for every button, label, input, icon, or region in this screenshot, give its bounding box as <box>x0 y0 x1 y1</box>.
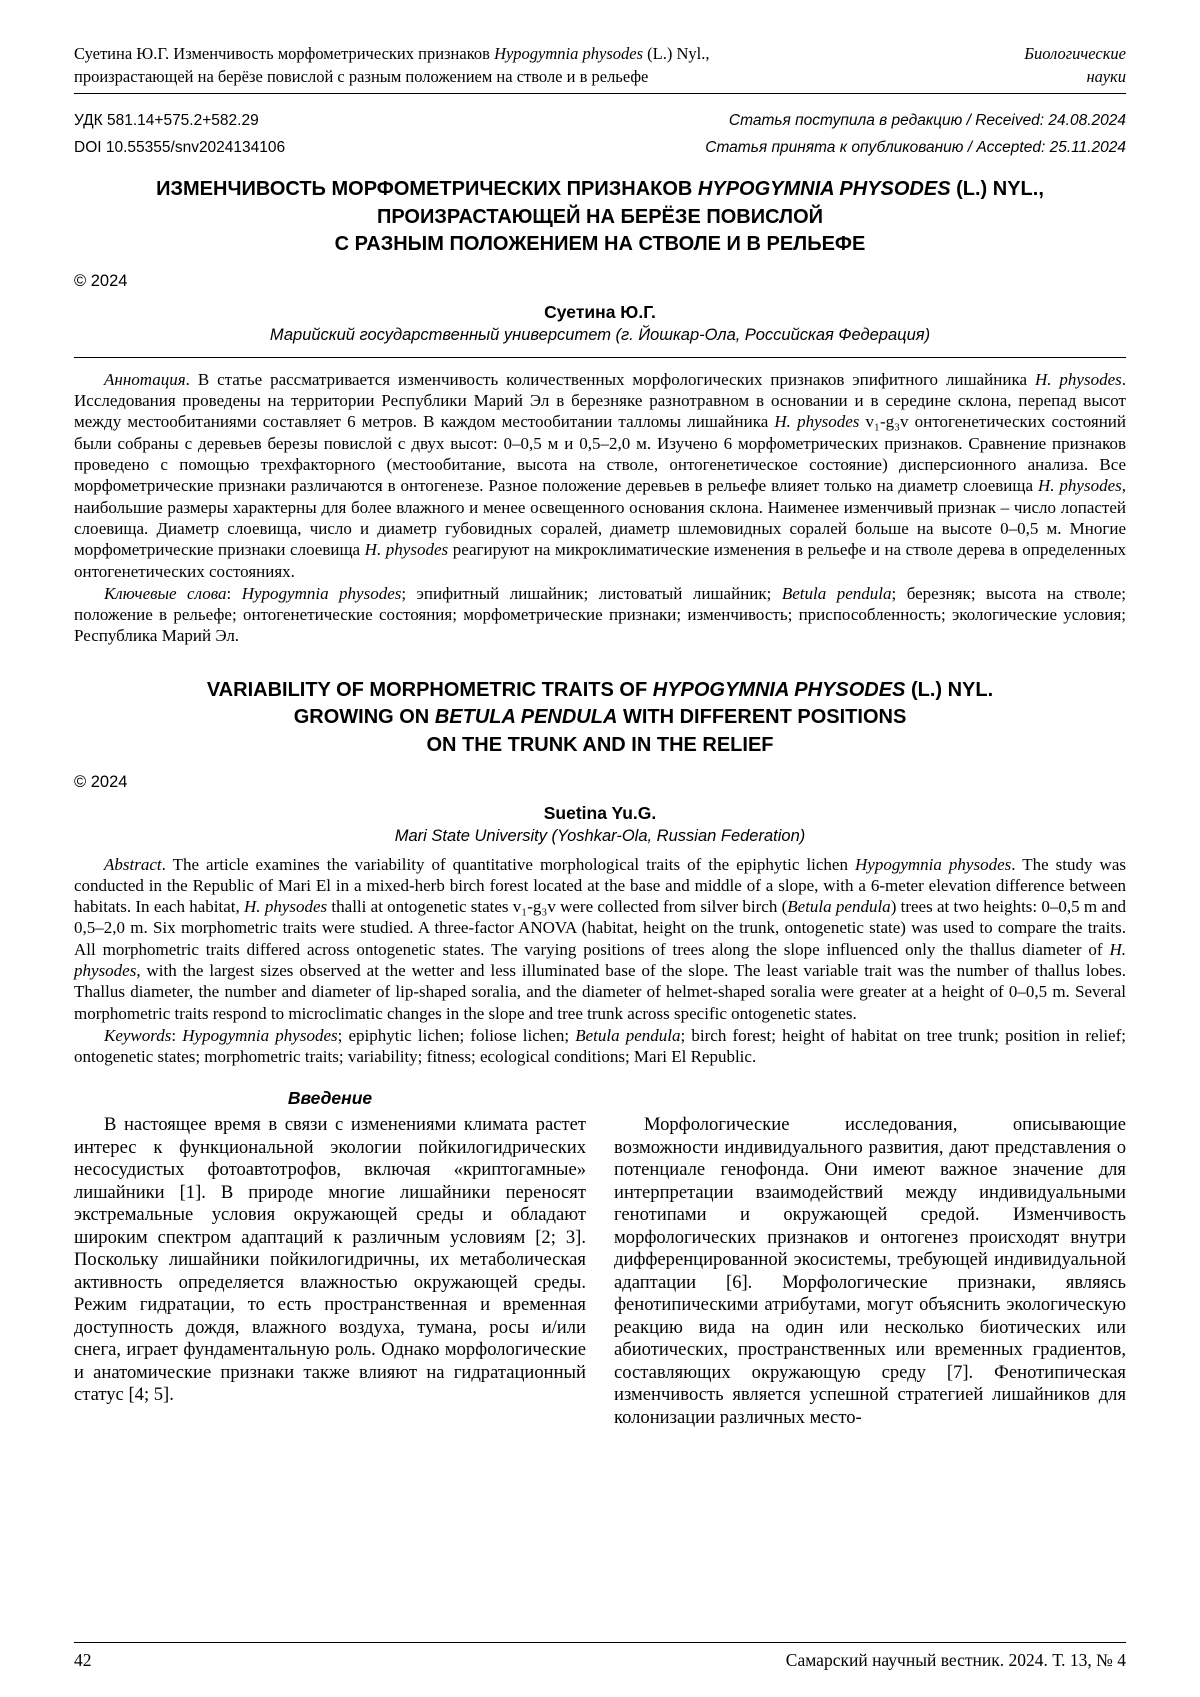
section-label-line1: Биологические <box>1024 44 1126 63</box>
body-column-left <box>74 1087 586 1642</box>
page-footer <box>74 1642 1126 1671</box>
intro-heading: Введение <box>287 1088 373 1109</box>
meta-left <box>74 107 285 161</box>
abstract-en: Abstract. The article examines the variability of quantitative morphological traits of the epiphytic lichen Hypogymnia physodes. The study was conducted in the Republic of Mari El in a mixed-herb birch forest located at the base and middle of a slope, with a 6-meter elevation difference between habitats. In each habitat, H. physodes thalli at ontogenetic states v₁-g₃v were collected from silver birch (Betula pendula) trees at two heights: 0–0,5 m and 0,5–2,0 m. Six morphometric traits were studied. A three-factor ANOVA (habitat, height on the trunk, ontogenetic state) was used to compare the traits. All morphometric traits differed across ontogenetic states. The varying positions of trees along the slope influenced only the thallus diameter of H. physodes, with the largest sizes observed at the wetter and less illuminated base of the slope. The least variable trait was the number of thallus lobes. Thallus diameter, the number and diameter of lip-shaped soralia, and the diameter of helmet-shaped soralia were greater at a height of 0–0,5 m. Several morphometric traits respond to microclimatic changes in the slope and tree trunk across specific ontogenetic states. <box>74 854 1126 1023</box>
keywords-ru: Ключевые слова: Hypogymnia physodes; эпифитный лишайник; листоватый лишайник; Betula pendula; березняк; высота на стволе; положение в рельефе; онтогенетические состояния; морфометрические признаки; изменчивость; приспособленность; экологические условия; Республика Марий Эл. <box>74 583 1127 646</box>
body-column-right <box>614 1087 1126 1642</box>
section-label-line2: науки <box>1086 67 1126 87</box>
running-head-line2: произрастающей на берёзе повислой с разным положением на стволе и в рельефе <box>74 67 649 87</box>
running-head-line1: Суетина Ю.Г. Изменчивость морфометрических признаков Hypogymnia physodes (L.) Nyl., <box>74 44 710 63</box>
annotation-ru: Аннотация. В статье рассматривается изменчивость количественных морфологических признаков эпифитного лишайника H. physodes. Исследования проведены на территории Республики Марий Эл в березняке разнотравном в основании и в середине склона, перепад высот между местообитаниями составляет 6 метров. В каждом местообитании талломы лишайника H. physodes v₁-g₃v онтогенетических состояний были собраны с деревьев березы повислой с двух высот: 0–0,5 м и 0,5–2,0 м. Изучено 6 морфометрических признаков. Сравнение признаков проведено с помощью трехфакторного (местообитание, высота на стволе, онтогенетическое состояние) дисперсионного анализа. Все морфометрические признаки различаются в онтогенезе. Разное положение деревьев в рельефе влияет только на диаметр слоевища H. physodes, наибольшие размеры характерны для более влажного и менее освещенного основания склона. Наименее изменчивый признак – число лопастей слоевища. Диаметр слоевища, число и диаметр губовидных соралей, диаметр шлемовидных соралей больше на высоте 0–0,5 м. Многие морфометрические признаки слоевища H. physodes реагируют на микроклиматические изменения в рельефе и на стволе дерева в определенных онтогенетических состояниях. <box>74 369 1126 581</box>
abstract-rule <box>74 357 1126 358</box>
running-head-right <box>1024 42 1126 89</box>
article-title-ru: ИЗМЕНЧИВОСТЬ МОРФОМЕТРИЧЕСКИХ ПРИЗНАКОВ HYPOGYMNIA PHYSODES (L.) NYL., ПРОИЗРАСТАЮЩЕЙ НА БЕРЁЗЕ ПОВИСЛОЙ С РАЗНЫМ ПОЛОЖЕНИЕМ НА СТВОЛЕ И В РЕЛЬЕФЕ <box>156 178 1044 256</box>
running-head-left <box>74 42 709 89</box>
footer-rule <box>74 1642 1126 1643</box>
running-head <box>74 42 1126 89</box>
footer-row <box>74 1650 1126 1671</box>
received-date: Статья поступила в редакцию / Received: 24.08.2024 <box>728 111 1126 129</box>
intro-paragraph-right: Морфологические исследования, описывающие возможности индивидуального развития, дают представления о потенциале генофонда. Они имеют важное значение для интерпретации взаимодействий между индивидуальными генотипами и окружающей средой. Изменчивость морфологических признаков и онтогенез происходят внутри дифференцированной экосистемы, требующей индивидуальной адаптации [6]. Морфологические признаки, являясь фенотипическими атрибутами, могут объяснить экологическую реакцию вида на один или несколько биотических или абиотических, пространственных или временных градиентов, составляющих окружающую среду [7]. Фенотипическая изменчивость является успешной стратегией лишайников для колонизации различных место- <box>614 1114 1126 1428</box>
author-en: Suetina Yu.G. <box>543 802 657 823</box>
intro-paragraph-left: В настоящее время в связи с изменениями климата растет интерес к функциональной экологии пойкилогидрических несосудистых фотоавтотрофов, включая «криптогамные» лишайники [1]. В природе многие лишайники переносят экстремальные условия окружающей среды и обладают широким спектром адаптаций к различным условиям [2; 3]. Поскольку лишайники пойкилогидричны, их метаболическая активность определяется влажностью окружающей среды. Режим гидратации, то есть пространственная и временная доступность дождя, влажного воздуха, тумана, росы и/или снега, играет фундаментальную роль. Однако морфологические и анатомические признаки также влияют на гидратационный статус [4; 5]. <box>74 1114 586 1406</box>
keywords-en: Keywords: Hypogymnia physodes; epiphytic lichen; foliose lichen; Betula pendula; birch forest; height of habitat on tree trunk; position in relief; ontogenetic states; morphometric traits; variability; fitness; ecological conditions; Mari El Republic. <box>74 1025 1126 1067</box>
article-body <box>74 1087 1126 1642</box>
article-title-en: VARIABILITY OF MORPHOMETRIC TRAITS OF HYPOGYMNIA PHYSODES (L.) NYL. GROWING ON BETULA PENDULA WITH DIFFERENT POSITIONS ON THE TRUNK AND IN THE RELIEF <box>206 678 994 756</box>
accepted-date: Статья принята к опубликованию / Accepted: 25.11.2024 <box>705 138 1126 156</box>
affiliation-ru: Марийский государственный университет (г. Йошкар-Ола, Российская Федерация) <box>269 325 931 344</box>
affiliation-en: Mari State University (Yoshkar-Ola, Russian Federation) <box>394 826 806 845</box>
journal-reference: Самарский научный вестник. 2024. Т. 13, № 4 <box>785 1650 1126 1670</box>
doi-code: DOI 10.55355/snv2024134106 <box>74 138 286 156</box>
article-meta <box>74 107 1126 161</box>
copyright-en: © 2024 <box>74 772 128 791</box>
copyright-ru: © 2024 <box>74 271 128 290</box>
page-number: 42 <box>74 1650 92 1670</box>
author-ru: Суетина Ю.Г. <box>544 301 656 322</box>
meta-right <box>705 107 1126 161</box>
header-rule <box>74 93 1126 94</box>
udc-code: УДК 581.14+575.2+582.29 <box>74 111 259 129</box>
